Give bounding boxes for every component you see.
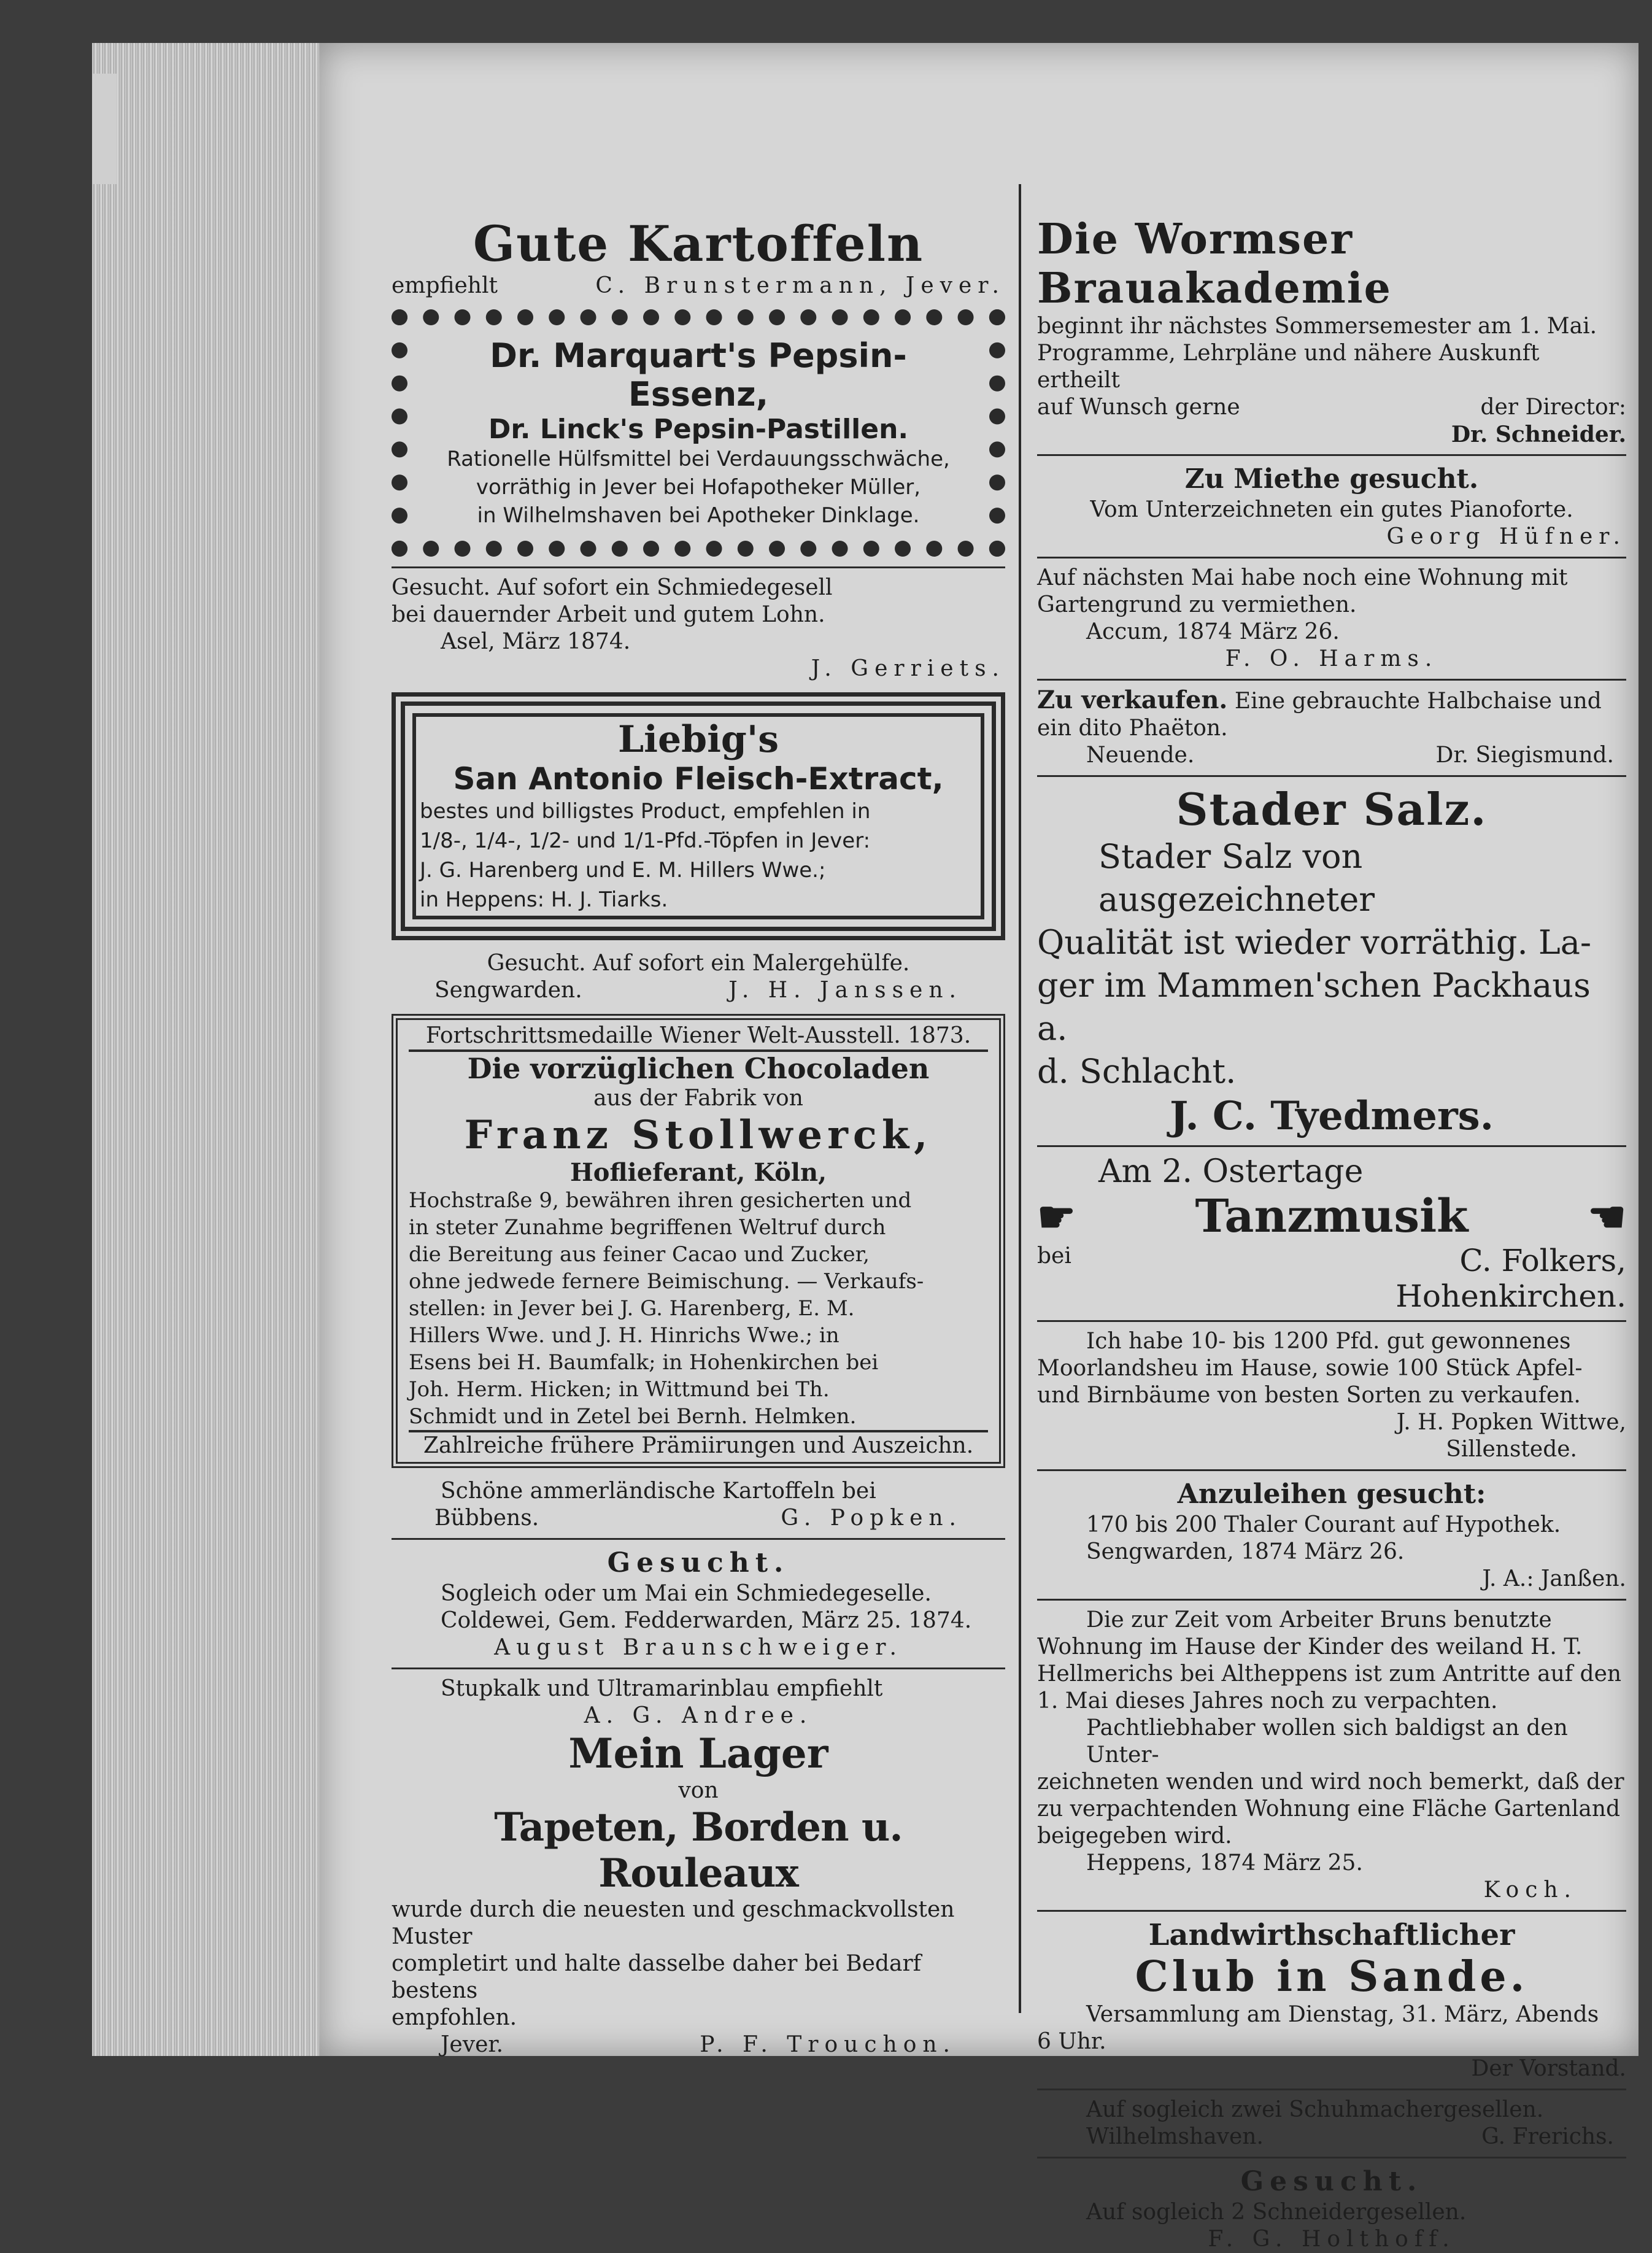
ad-signature: F. O. Harms. bbox=[1225, 646, 1438, 671]
ad-text: J. G. Harenberg und E. M. Hillers Wwe.; bbox=[420, 858, 826, 883]
ad-place: Sillenstede. bbox=[1446, 1437, 1577, 1462]
ad-place: Bübbens. bbox=[434, 1505, 539, 1531]
ad-text: Gartengrund zu vermiethen. bbox=[1037, 592, 1357, 617]
ad-text: beginnt ihr nächstes Sommersemester am 1. Mai. bbox=[1037, 314, 1597, 339]
ad-lead: Zu verkaufen. bbox=[1037, 686, 1228, 714]
ad-text: Stupkalk und Ultramarinblau empfiehlt bbox=[441, 1676, 883, 1701]
ad-signature: Dr. Siegismund. bbox=[1435, 743, 1614, 768]
ad-schuhmacher bbox=[1037, 2096, 1626, 2151]
ad-text: 1/8-, 1/4-, 1/2- und 1/1-Pfd.-Töpfen in Jever: bbox=[420, 829, 871, 853]
ad-tapeten bbox=[392, 1729, 1005, 2058]
column-divider bbox=[1019, 184, 1021, 2013]
ad-text: Auf sogleich 2 Schneidergesellen. bbox=[1086, 2200, 1467, 2225]
ad-stupkalk bbox=[392, 1675, 1005, 1729]
ad-title: Stader Salz. bbox=[1176, 783, 1488, 835]
ad-schmiedegesell bbox=[392, 574, 1005, 682]
separator bbox=[1037, 2089, 1626, 2090]
ad-text: auf Wunsch gerne bbox=[1037, 395, 1240, 420]
ad-miethe bbox=[1037, 462, 1626, 551]
ad-text: Wohnung im Hause der Kinder des weiland H. T. bbox=[1037, 1634, 1583, 1660]
ad-headline: Club in Sande. bbox=[1135, 1952, 1529, 2001]
ad-place: Wilhelmshaven. bbox=[1086, 2124, 1264, 2149]
ad-signature: P. F. Trouchon. bbox=[700, 2032, 956, 2057]
ad-place: Neuende. bbox=[1086, 743, 1195, 768]
ad-text: Auf sogleich zwei Schuhmachergesellen. bbox=[1086, 2097, 1544, 2122]
ad-text: in steter Zunahme begriffenen Weltruf durch bbox=[409, 1215, 886, 1240]
ad-text: Ich habe 10- bis 1200 Pfd. gut gewonnenes bbox=[1086, 1329, 1571, 1354]
ad-text: ohne jedwede fernere Beimischung. — Verkaufs- bbox=[409, 1269, 924, 1294]
ad-text: vorräthig in Jever bei Hofapotheker Müller, bbox=[476, 475, 921, 500]
ad-text: zeichneten wenden und wird noch bemerkt, daß der bbox=[1037, 1769, 1624, 1795]
separator bbox=[1037, 2157, 1626, 2158]
ad-text: Gesucht. Auf sofort ein Schmiedegesell bbox=[392, 575, 833, 600]
ad-liebig bbox=[392, 692, 1005, 940]
left-column bbox=[392, 215, 1005, 2058]
separator bbox=[1037, 1145, 1626, 1147]
ad-title: Landwirthschaftlicher bbox=[1148, 1918, 1515, 1952]
ad-title: Dr. Marquart's Pepsin-Essenz, bbox=[490, 336, 907, 414]
ad-dateline: Asel, März 1874. bbox=[441, 629, 631, 654]
ad-text: zu verpachtenden Wohnung eine Fläche Gartenland bbox=[1037, 1796, 1621, 1822]
ad-headline: Tapeten, Borden u. Rouleaux bbox=[494, 1804, 903, 1896]
ad-signature: F. G. Holthoff. bbox=[1208, 2227, 1456, 2252]
ad-text: Schmidt und in Zetel bei Bernh. Helmken. bbox=[409, 1404, 857, 1429]
ad-text: Programme, Lehrpläne und nähere Auskunft ertheilt bbox=[1037, 341, 1540, 393]
newspaper-page bbox=[319, 43, 1638, 2252]
ad-text: die Bereitung aus feiner Cacao und Zucker, bbox=[409, 1242, 870, 1267]
ad-signature: J. C. Tyedmers. bbox=[1170, 1093, 1494, 1139]
ad-subtitle: Dr. Linck's Pepsin-Pastillen. bbox=[488, 414, 909, 445]
ad-title: Anzuleihen gesucht: bbox=[1177, 1478, 1486, 1510]
ad-text: Die zur Zeit vom Arbeiter Bruns benutzte bbox=[1086, 1607, 1552, 1633]
separator bbox=[392, 1668, 1005, 1669]
ad-title: Gesucht. bbox=[607, 1547, 790, 1579]
adjacent-page-corner bbox=[92, 74, 117, 184]
ad-text: Hellmerichs bei Altheppens ist zum Antritte auf den bbox=[1037, 1661, 1622, 1687]
ad-brauakademie bbox=[1037, 215, 1626, 448]
ad-text: wurde durch die neuesten und geschmackvollsten Muster bbox=[392, 1897, 955, 1949]
ad-bruns-wohnung bbox=[1037, 1607, 1626, 1904]
ad-text: Hillers Wwe. und J. H. Hinrichs Wwe.; in bbox=[409, 1323, 840, 1348]
ad-text: von bbox=[678, 1778, 719, 1803]
ad-text: 170 bis 200 Thaler Courant auf Hypothek. bbox=[1086, 1512, 1561, 1537]
ad-text: Stader Salz von ausgezeichneter bbox=[1098, 837, 1375, 919]
ad-text: Hochstraße 9, bewähren ihren gesicherten und bbox=[409, 1188, 912, 1213]
ad-signature: G. Popken. bbox=[781, 1505, 962, 1531]
ad-text: in Wilhelmshaven bei Apotheker Dinklage. bbox=[477, 503, 920, 528]
separator bbox=[1037, 1910, 1626, 1912]
ad-pepsin bbox=[392, 309, 1005, 557]
ad-title: Gesucht. bbox=[1240, 2166, 1423, 2197]
ad-text: Moorlandsheu im Hause, sowie 100 Stück Apfel- bbox=[1037, 1356, 1583, 1381]
ad-signature: G. Frerichs. bbox=[1481, 2124, 1614, 2149]
ad-tanzmusik bbox=[1037, 1153, 1626, 1314]
separator bbox=[1037, 1599, 1626, 1601]
ad-header: Fortschrittsmedaille Wiener Welt-Ausstell. 1873. bbox=[409, 1022, 988, 1052]
ad-text: Joh. Herm. Hicken; in Wittmund bei Th. bbox=[409, 1377, 830, 1402]
ad-signature: A. G. Andree. bbox=[584, 1703, 813, 1728]
separator bbox=[1037, 454, 1626, 456]
ad-text: ger im Mammen'schen Packhaus a. bbox=[1037, 966, 1591, 1048]
ad-anleihen bbox=[1037, 1477, 1626, 1593]
ad-text: bei dauernder Arbeit und gutem Lohn. bbox=[392, 602, 825, 627]
ad-place: Jever. bbox=[441, 2032, 504, 2057]
ad-text: Am 2. Ostertage bbox=[1098, 1153, 1364, 1190]
separator bbox=[392, 1538, 1005, 1540]
ad-text: beigegeben wird. bbox=[1037, 1823, 1232, 1849]
ad-wohnung bbox=[1037, 565, 1626, 673]
ad-dateline: Heppens, 1874 März 25. bbox=[1086, 1850, 1363, 1876]
ad-verkaufen bbox=[1037, 687, 1626, 769]
ad-signature: J. H. Janssen. bbox=[728, 978, 962, 1003]
ad-subtitle: Hoflieferant, Köln, bbox=[569, 1158, 827, 1187]
ad-dateline: Sengwarden, 1874 März 26. bbox=[1086, 1539, 1405, 1564]
pointing-hand-left-icon: ☚ bbox=[1588, 1191, 1626, 1242]
ad-stollwerck bbox=[392, 1014, 1005, 1468]
ad-text: Qualität ist wieder vorräthig. La- bbox=[1037, 923, 1592, 962]
ad-heu bbox=[1037, 1328, 1626, 1463]
ad-text: empfohlen. bbox=[392, 2005, 517, 2030]
ad-text: Rationelle Hülfsmittel bei Verdauungsschwäche, bbox=[447, 447, 950, 471]
separator bbox=[392, 566, 1005, 568]
ad-company-name: Franz Stollwerck, bbox=[464, 1112, 933, 1158]
book-page-edges bbox=[92, 43, 340, 2056]
separator bbox=[1037, 679, 1626, 681]
ad-title: Tanzmusik bbox=[1195, 1190, 1469, 1243]
ad-dateline: Accum, 1874 März 26. bbox=[1086, 619, 1340, 644]
ad-text: bei bbox=[1037, 1243, 1071, 1269]
ad-signature: Dr. Schneider. bbox=[1451, 422, 1626, 447]
ad-text: Gesucht. Auf sofort ein Malergehülfe. bbox=[487, 951, 910, 976]
ad-title: Mein Lager bbox=[568, 1729, 828, 1777]
ad-text: empfiehlt bbox=[392, 273, 498, 298]
ad-title: Zu Miethe gesucht. bbox=[1184, 463, 1479, 495]
ad-signature: Der Vorstand. bbox=[1471, 2056, 1626, 2081]
ad-kartoffeln bbox=[392, 215, 1005, 299]
ad-signature: J. Gerriets. bbox=[811, 656, 1005, 681]
right-column bbox=[1037, 215, 1626, 2253]
ad-text: Versammlung am Dienstag, 31. März, Abends bbox=[1086, 2002, 1599, 2027]
ad-text: 1. Mai dieses Jahres noch zu verpachten. bbox=[1037, 1688, 1498, 1714]
ad-title: Liebig's bbox=[617, 718, 779, 761]
ad-text: completirt und halte dasselbe daher bei Bedarf bestens bbox=[392, 1951, 921, 2003]
separator bbox=[1037, 557, 1626, 558]
ad-signature: J. H. Popken Wittwe, bbox=[1396, 1410, 1626, 1435]
ad-dateline: Coldewei, Gem. Fedderwarden, März 25. 1874. bbox=[441, 1608, 972, 1633]
ad-text: Sogleich oder um Mai ein Schmiedegeselle. bbox=[441, 1581, 932, 1606]
ad-signature: August Braunschweiger. bbox=[494, 1635, 903, 1660]
separator bbox=[1037, 775, 1626, 777]
ad-title: Die vorzüglichen Chocoladen bbox=[467, 1052, 930, 1085]
ad-club-sande bbox=[1037, 1918, 1626, 2082]
ad-place: Sengwarden. bbox=[434, 978, 582, 1003]
ad-text: stellen: in Jever bei J. G. Harenberg, E. M. bbox=[409, 1296, 855, 1321]
ad-place: Hohenkirchen. bbox=[1395, 1278, 1626, 1314]
ad-text: aus der Fabrik von bbox=[593, 1086, 803, 1111]
ad-title: Gute Kartoffeln bbox=[473, 215, 924, 272]
ad-signature: J. A.: Janßen. bbox=[1482, 1566, 1626, 1591]
ad-text: Eine gebrauchte Halbchaise und bbox=[1234, 689, 1602, 714]
ad-schneider bbox=[1037, 2165, 1626, 2253]
ad-text: Esens bei H. Baumfalk; in Hohenkirchen bei bbox=[409, 1350, 879, 1375]
ad-text: Auf nächsten Mai habe noch eine Wohnung mit bbox=[1037, 565, 1568, 590]
ad-signature: Koch. bbox=[1483, 1877, 1577, 1903]
ad-text: bestes und billigstes Product, empfehlen in bbox=[420, 799, 871, 824]
ad-stader-salz bbox=[1037, 783, 1626, 1139]
ad-text: Pachtliebhaber wollen sich baldigst an den Unter- bbox=[1086, 1715, 1568, 1768]
ad-subtitle: San Antonio Fleisch-Extract, bbox=[453, 761, 944, 797]
ad-text: der Director: bbox=[1480, 395, 1626, 420]
separator bbox=[1037, 1469, 1626, 1471]
ad-text: und Birnbäume von besten Sorten zu verkaufen. bbox=[1037, 1383, 1581, 1408]
separator bbox=[1037, 1320, 1626, 1322]
ad-ammer-kartoffeln bbox=[392, 1478, 1005, 1532]
ad-malergehuelfe bbox=[392, 950, 1005, 1004]
ad-text: in Heppens: H. J. Tiarks. bbox=[420, 887, 668, 912]
ad-signature: Georg Hüfner. bbox=[1386, 524, 1626, 549]
ad-signature: C. Brunstermann, Jever. bbox=[595, 273, 1005, 298]
ad-text: Vom Unterzeichneten ein gutes Pianoforte. bbox=[1090, 497, 1573, 522]
pointing-hand-right-icon: ☛ bbox=[1037, 1191, 1076, 1242]
ad-footer: Zahlreiche frühere Prämiirungen und Auszeichn. bbox=[409, 1430, 988, 1459]
ad-name: C. Folkers, bbox=[1459, 1243, 1626, 1278]
ad-text: 6 Uhr. bbox=[1037, 2029, 1106, 2054]
ad-text: Schöne ammerländische Kartoffeln bei bbox=[441, 1478, 876, 1504]
ad-text: d. Schlacht. bbox=[1037, 1052, 1237, 1091]
ad-title: Die Wormser Brauakademie bbox=[1037, 215, 1392, 313]
ad-text: ein dito Phaëton. bbox=[1037, 716, 1228, 741]
ad-schmiedegeselle bbox=[392, 1546, 1005, 1661]
